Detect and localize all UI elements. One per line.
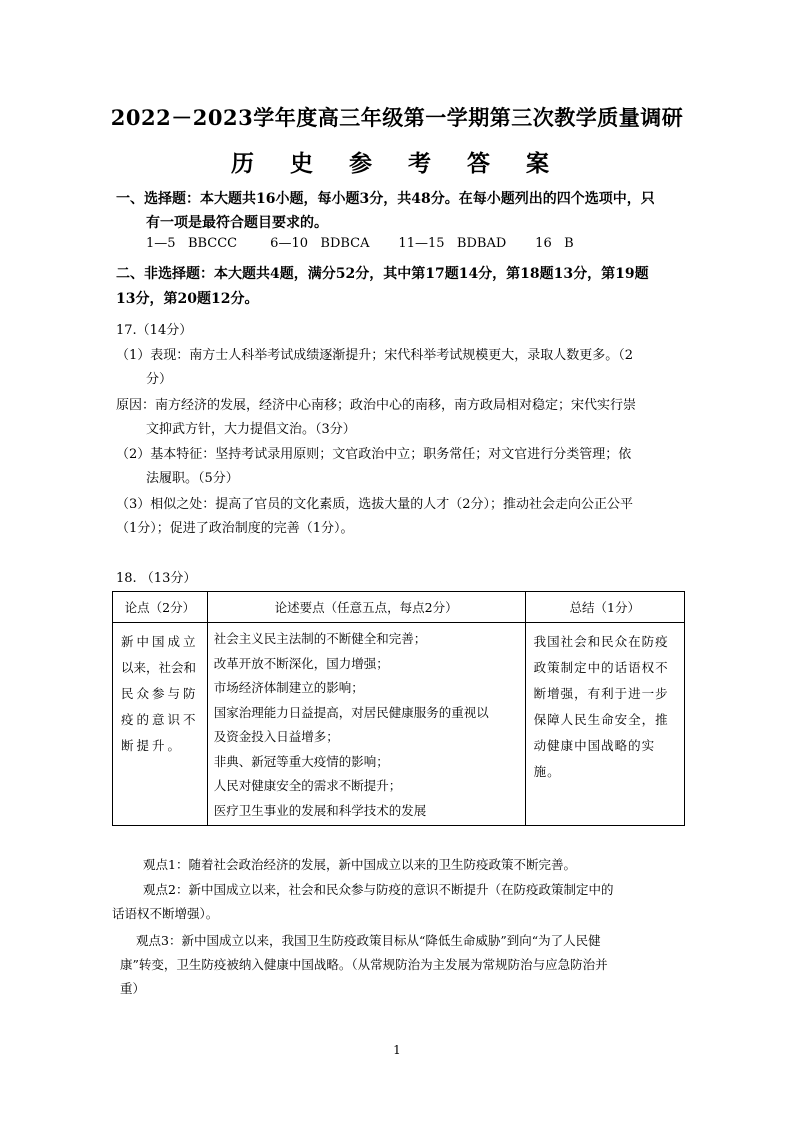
summary-line: 政策制定中的话语权不 <box>533 660 669 675</box>
section1-heading-line2: 有一项是最符合题目要求的。 <box>146 215 328 231</box>
choice-answers: 1—5 BBCCC 6—10 BDBCA 11—15 BDBAD 16 B <box>146 236 574 251</box>
q17-part3-line2: （1分）；促进了政治制度的完善（1分）。 <box>116 521 354 536</box>
view-1: 观点1：随着社会政治经济的发展，新中国成立以来的卫生防疫政策不断完善。 <box>143 857 576 872</box>
q17-part2-line2: 法履职。（5分） <box>146 471 239 486</box>
section2-heading-line1: 二、非选择题：本大题共4题，满分52分，其中第17题14分，第18题13分，第19题 <box>116 266 649 282</box>
view-3-line2: 康”转变，卫生防疫被纳入健康中国战略。（从常规防治为主发展为常规防治与应急防治并 <box>120 957 608 972</box>
q17-part2-line1: （2）基本特征：坚持考试录用原则；文官政治中立；职务常任；对文官进行分类管理；依 <box>116 447 632 462</box>
point-item: 改革开放不断深化，国力增强； <box>213 655 389 671</box>
thesis-line: 新中国成立 <box>121 634 199 649</box>
summary-line: 施。 <box>533 764 561 779</box>
thesis-line: 民众参与防 <box>121 686 199 701</box>
q17-part3-line1: （3）相似之处：提高了官员的文化素质，选拔大量的人才（2分）；推动社会走向公正公平 <box>116 497 634 512</box>
thesis-line: 断提升。 <box>121 738 184 753</box>
table-header-thesis: 论点（2分） <box>113 592 208 623</box>
q18-answer-table <box>112 591 685 826</box>
q17-reason-line1: 原因：南方经济的发展，经济中心南移；政治中心的南移，南方政局相对稳定；宋代实行崇 <box>116 398 637 413</box>
points-cell <box>207 623 525 826</box>
section1-heading-line1: 一、选择题：本大题共16小题，每小题3分，共48分。在每小题列出的四个选项中，只 <box>116 191 655 207</box>
q18-heading: 18. （13分） <box>116 571 197 586</box>
view-2-line1: 观点2：新中国成立以来，社会和民众参与防疫的意识不断提升（在防疫政策制定中的 <box>143 882 614 897</box>
thesis-cell <box>113 623 208 826</box>
thesis-line: 疫的意识不 <box>121 712 199 727</box>
table-header-summary: 总结（1分） <box>525 592 684 623</box>
page-title: 2022－2023学年度高三年级第一学期第三次教学质量调研 <box>110 105 684 130</box>
q17-part1-line2: 分） <box>146 372 173 387</box>
point-item: 国家治理能力日益提高，对居民健康服务的重视以 <box>213 704 489 720</box>
point-item: 市场经济体制建立的影响； <box>213 680 364 695</box>
summary-line: 保障人民生命安全，推 <box>533 712 669 727</box>
view-3-line1: 观点3：新中国成立以来，我国卫生防疫政策目标从“降低生命威胁”到向“为了人民健 <box>136 933 601 948</box>
q17-part1-line1: （1）表现：南方士人科举考试成绩逐渐提升；宋代科举考试规模更大，录取人数更多。（2 <box>116 348 634 363</box>
summary-line: 断增强，有利于进一步 <box>533 686 669 701</box>
table-header-points: 论述要点（任意五点，每点2分） <box>207 592 525 623</box>
section2-heading-line2: 13分，第20题12分。 <box>116 291 259 307</box>
q17-reason-line2: 文抑武方针，大力提倡文治。（3分） <box>146 422 356 437</box>
view-3-line3: 重） <box>120 981 146 996</box>
q17-heading: 17.（14分） <box>116 323 193 338</box>
view-2-line2: 话语权不断增强）。 <box>112 906 219 921</box>
summary-line: 我国社会和民众在防疫 <box>533 634 669 649</box>
point-item: 及资金投入日益增多； <box>213 729 339 744</box>
point-item: 非典、新冠等重大疫情的影响； <box>213 753 389 769</box>
point-item: 人民对健康安全的需求不断提升； <box>213 778 402 793</box>
page-number: 1 <box>393 1043 401 1057</box>
page-subtitle: 历 史 参 考 答 案 <box>230 150 564 177</box>
summary-line: 动健康中国战略的实 <box>533 738 656 753</box>
thesis-line: 以来，社会和 <box>121 660 197 675</box>
point-item: 医疗卫生事业的发展和科学技术的发展 <box>213 802 427 818</box>
summary-cell <box>525 623 684 826</box>
point-item: 社会主义民主法制的不断健全和完善； <box>213 631 427 646</box>
